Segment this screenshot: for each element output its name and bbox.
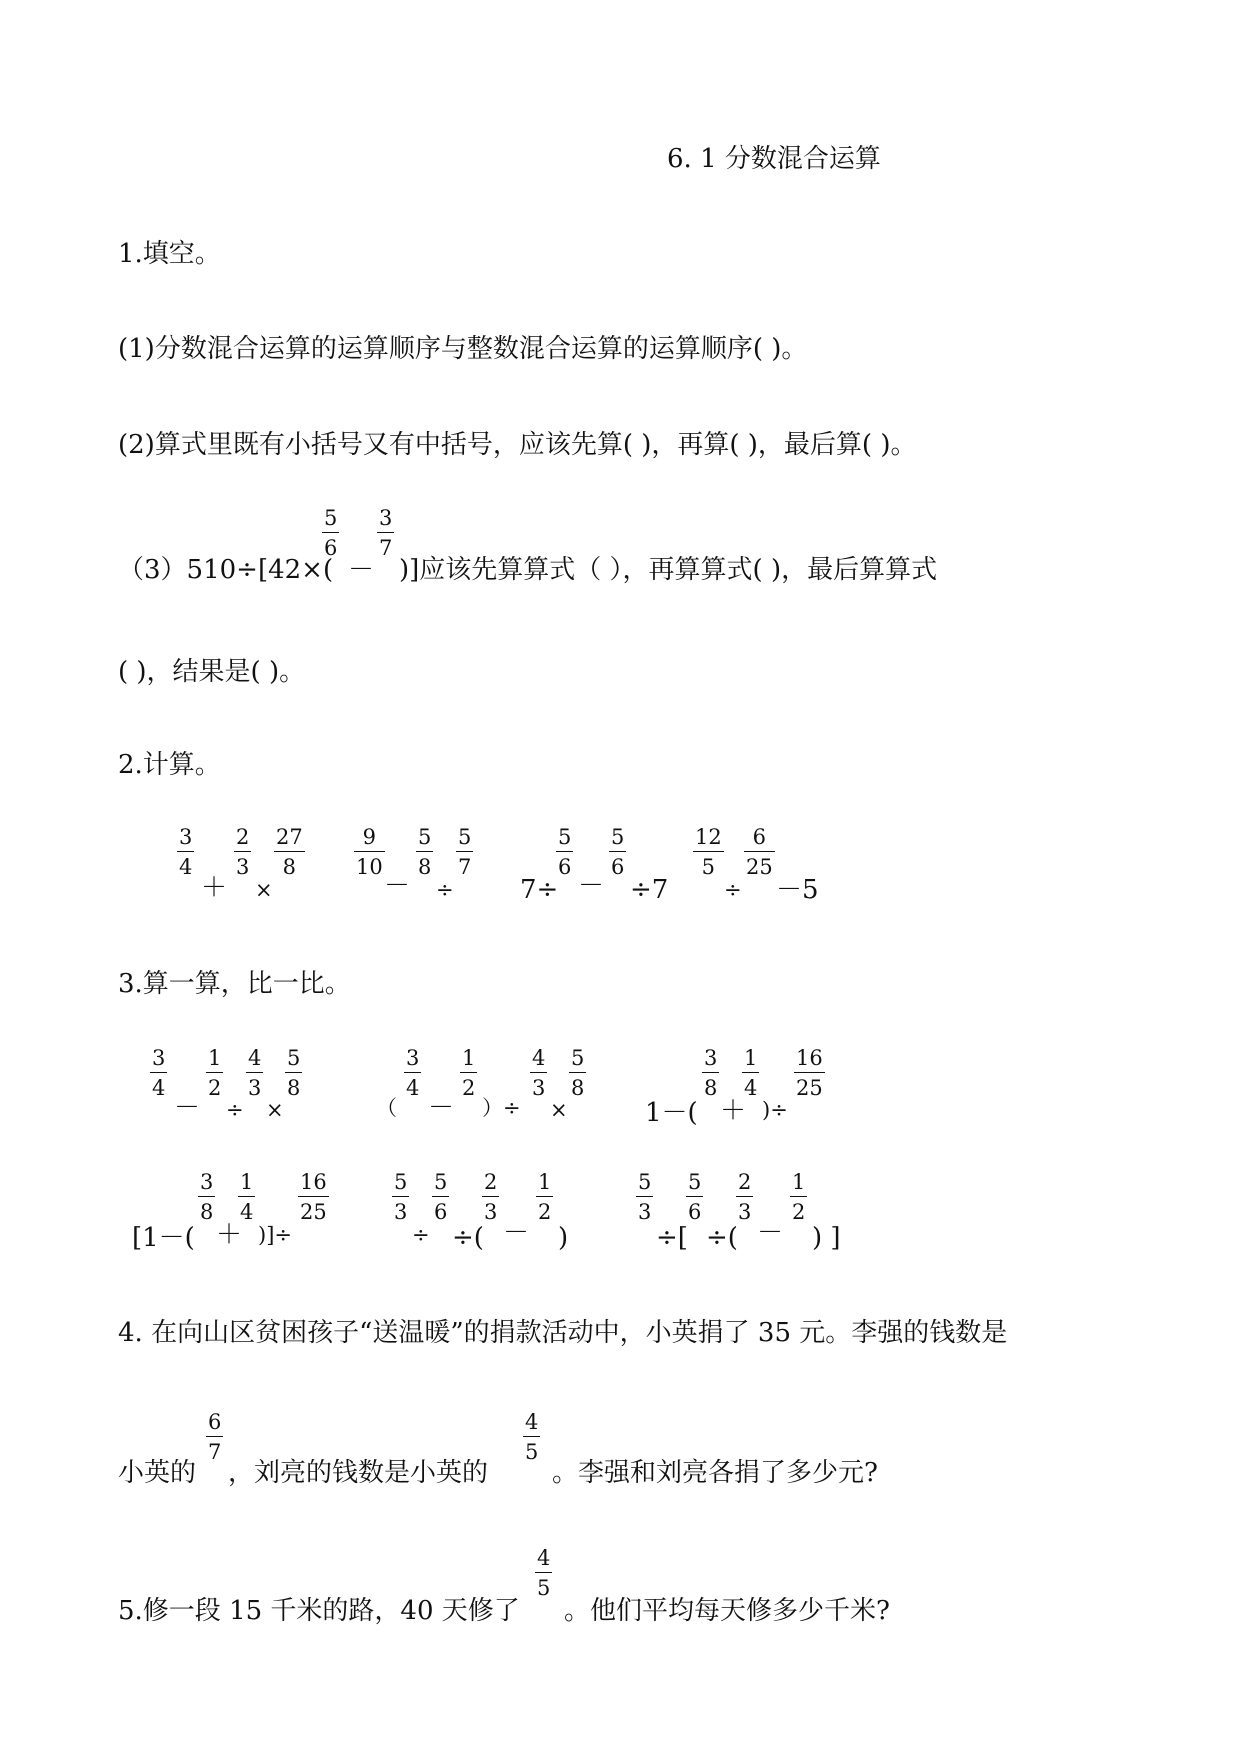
fraction: 1 2 (792, 1170, 806, 1224)
expression-suffix: ÷7 (630, 875, 669, 905)
fraction: 5 8 (571, 1046, 585, 1100)
operator: ＋ (216, 1220, 243, 1250)
q1-item-1: (1)分数混合运算的运算顺序与整数混合运算的运算顺序( )。 (118, 334, 808, 364)
q4-line-2-part-b: ，刘亮的钱数是小英的 (228, 1458, 489, 1488)
fraction: 4 5 (537, 1546, 551, 1600)
fraction: 1 4 (744, 1046, 758, 1100)
fraction: 5 6 (558, 825, 572, 879)
paren-close-divide: ）÷ (482, 1096, 521, 1120)
fraction: 5 6 (434, 1170, 448, 1224)
fraction: 1 4 (240, 1170, 254, 1224)
fraction: 3 8 (200, 1170, 214, 1224)
q5-part-a: 5.修一段 15 千米的路，40 天修了 (118, 1596, 520, 1626)
fraction: 3 4 (152, 1046, 166, 1100)
q1-item-3-part-b: )]应该先算算式（ ），再算算式( )，最后算算式 (399, 555, 938, 585)
fraction: 1 2 (538, 1170, 552, 1224)
fraction: 3 8 (704, 1046, 718, 1100)
operator: － (348, 555, 375, 585)
q1-item-3-part-c: ( )，结果是( )。 (118, 657, 306, 687)
fraction: 5 8 (287, 1046, 301, 1100)
operator: － (578, 871, 605, 901)
q3-heading: 3.算一算，比一比。 (118, 969, 351, 999)
expression-prefix: [1－( (132, 1223, 195, 1253)
fraction: 5 6 (611, 825, 625, 879)
fraction: 5 6 (324, 506, 338, 560)
expression-suffix: )]÷ (258, 1223, 292, 1247)
expression-prefix: 1－( (645, 1098, 698, 1128)
operator: × (266, 1098, 284, 1122)
fraction: 3 4 (406, 1046, 420, 1100)
q4-line-1: 4. 在向山区贫困孩子“送温暖”的捐款活动中，小英捐了 35 元。李强的钱数是 (118, 1318, 1008, 1348)
operator: － (503, 1218, 530, 1248)
q1-item-3-part-a: （3）510÷[42×( (118, 555, 334, 585)
operator: － (428, 1093, 455, 1123)
fraction: 12 5 (695, 825, 722, 879)
fraction: 5 3 (638, 1170, 652, 1224)
q1-heading: 1.填空。 (118, 239, 221, 269)
fraction: 4 3 (248, 1046, 262, 1100)
expression-middle: ÷( (706, 1223, 738, 1253)
operator: ÷ (724, 878, 742, 902)
q5-part-b: 。他们平均每天修多少千米? (564, 1596, 890, 1626)
operator: × (255, 878, 273, 902)
fraction: 2 3 (236, 825, 250, 879)
fraction: 3 7 (379, 506, 393, 560)
expression-suffix: ) (558, 1223, 569, 1253)
operator: ÷[ (656, 1223, 688, 1253)
fraction: 4 3 (532, 1046, 546, 1100)
q4-line-2-part-c: 。李强和刘亮各捐了多少元? (552, 1458, 878, 1488)
q1-item-2: (2)算式里既有小括号又有中括号，应该先算( )，再算( )，最后算( )。 (118, 430, 917, 460)
fraction: 3 4 (179, 825, 193, 879)
fraction: 5 8 (418, 825, 432, 879)
paren-open: （ (376, 1096, 397, 1120)
fraction: 9 10 (356, 825, 383, 879)
expression-middle: ÷( (452, 1223, 484, 1253)
fraction: 16 25 (300, 1170, 327, 1224)
fraction: 5 7 (458, 825, 472, 879)
operator: － (174, 1093, 201, 1123)
operator: × (550, 1098, 568, 1122)
fraction: 4 5 (525, 1410, 539, 1464)
fraction: 2 3 (484, 1170, 498, 1224)
page-title: 6. 1 分数混合运算 (667, 144, 881, 174)
operator: ÷ (226, 1098, 244, 1122)
expression-suffix: )÷ (762, 1098, 788, 1122)
fraction: 5 3 (394, 1170, 408, 1224)
fraction: 2 3 (738, 1170, 752, 1224)
operator: － (384, 871, 411, 901)
expression-suffix: ) ] (812, 1223, 841, 1253)
fraction: 27 8 (276, 825, 303, 879)
q4-line-2-part-a: 小英的 (118, 1458, 197, 1488)
fraction: 6 25 (746, 825, 773, 879)
fraction: 16 25 (796, 1046, 823, 1100)
operator: － (757, 1218, 784, 1248)
fraction: 1 2 (462, 1046, 476, 1100)
expression-suffix: －5 (776, 875, 819, 905)
fraction: 6 7 (208, 1410, 222, 1464)
fraction: 1 2 (208, 1046, 222, 1100)
q2-heading: 2.计算。 (118, 750, 221, 780)
fraction: 5 6 (688, 1170, 702, 1224)
operator: ＋ (201, 873, 228, 903)
expression-prefix: 7÷ (520, 875, 559, 905)
operator: ÷ (412, 1223, 430, 1247)
operator: ÷ (436, 878, 454, 902)
operator: ＋ (720, 1096, 747, 1126)
